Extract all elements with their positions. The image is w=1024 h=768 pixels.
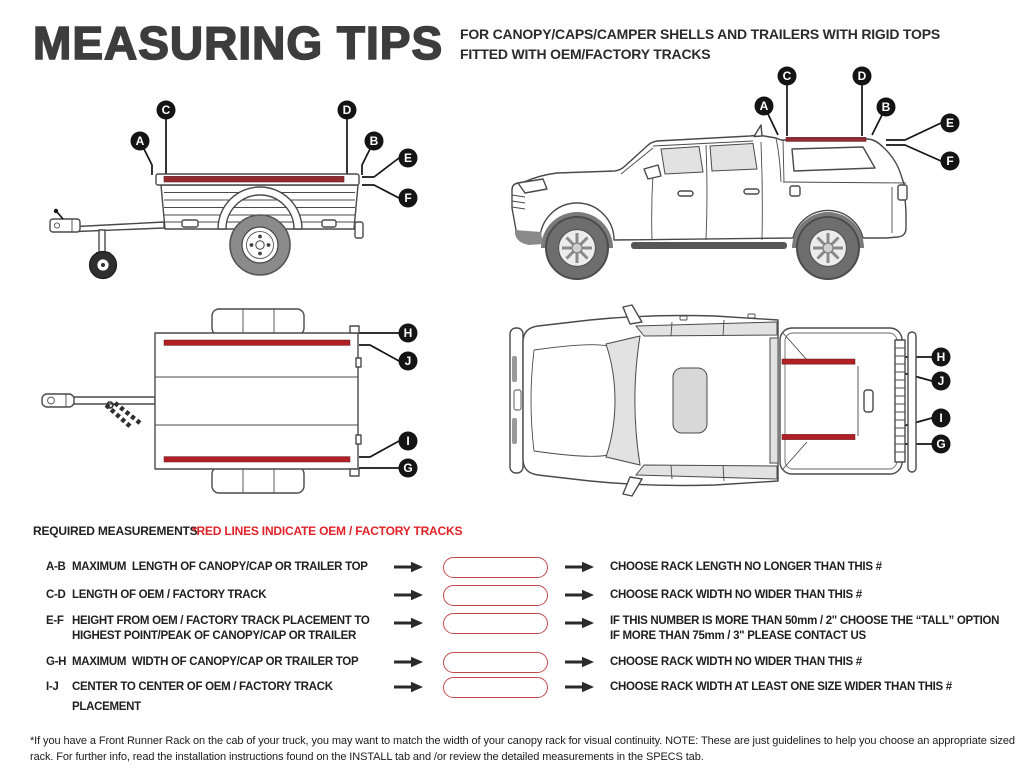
svg-text:A: A: [759, 99, 769, 114]
svg-text:B: B: [369, 134, 379, 149]
latch: [322, 220, 336, 227]
oem-track-red-line: [782, 359, 855, 364]
arrow-icon: [394, 558, 424, 576]
leader-a: [144, 149, 152, 175]
label-j: [399, 352, 418, 371]
measurement-row-ef: [0, 611, 1024, 645]
svg-text:F: F: [946, 154, 954, 169]
leader-f: [886, 145, 941, 161]
measure-code: C-D: [46, 589, 66, 601]
arrow-icon: [565, 558, 595, 576]
antenna-fin: [754, 125, 762, 137]
hitch-coupler: [42, 394, 74, 407]
brake-light: [864, 390, 873, 412]
label-d: [338, 101, 357, 120]
measure-guidance: CHOOSE RACK WIDTH NO WIDER THAN THIS #: [610, 656, 862, 668]
trailer-top-view-diagram: [20, 302, 480, 512]
rear-bumper: [908, 332, 916, 472]
oem-track-red-line: [164, 176, 344, 182]
corner-latch: [350, 326, 359, 333]
measurement-blank-oval: [443, 677, 548, 698]
svg-text:I: I: [939, 411, 943, 426]
svg-text:A: A: [135, 134, 145, 149]
arrow-icon: [565, 586, 595, 604]
hinge: [356, 358, 361, 367]
measurement-row-cd: [0, 585, 1024, 605]
svg-text:H: H: [403, 326, 413, 341]
door-handle: [744, 189, 759, 194]
measure-desc: LENGTH OF OEM / FACTORY TRACK: [72, 589, 267, 601]
svg-text:G: G: [403, 461, 413, 476]
label-c: [157, 101, 176, 120]
truck-canopy-top-view-diagram: [490, 298, 1024, 513]
measure-code: I-J: [46, 681, 59, 693]
measure-desc-line2: HIGHEST POINT/PEAK OF CANOPY/CAP OR TRAILER: [72, 629, 356, 642]
oem-track-red-line: [164, 340, 350, 345]
front-wheel: [546, 217, 608, 279]
arrow-icon: [394, 586, 424, 604]
hinge: [356, 435, 361, 444]
rear-wheel: [797, 217, 859, 279]
trailer-side-view-diagram: [22, 88, 462, 313]
label-i: [932, 409, 951, 428]
canopy-window: [792, 147, 875, 171]
label-f: [399, 189, 418, 208]
measure-guidance: IF THIS NUMBER IS MORE THAN 50mm / 2" CHOOSE THE “TALL” OPTION: [610, 615, 1000, 627]
leader-b: [872, 115, 882, 135]
page-title: MEASURING TIPS: [33, 17, 444, 69]
leader-f: [362, 185, 399, 198]
measure-guidance: CHOOSE RACK LENGTH NO LONGER THAN THIS #: [610, 561, 882, 573]
rear-door-window: [710, 144, 757, 172]
arrow-icon: [565, 678, 595, 696]
measure-guidance: CHOOSE RACK WIDTH NO WIDER THAN THIS #: [610, 589, 862, 601]
measurement-blank-oval: [443, 585, 548, 606]
label-i: [399, 432, 418, 451]
measurement-blank-oval: [443, 557, 548, 578]
label-b: [365, 132, 384, 151]
roof-light: [748, 314, 755, 318]
svg-text:D: D: [857, 69, 867, 84]
label-g: [932, 435, 951, 454]
measure-desc: MAXIMUM LENGTH OF CANOPY/CAP OR TRAILER TOP: [72, 561, 368, 573]
svg-text:G: G: [936, 437, 946, 452]
corner-latch: [350, 469, 359, 476]
subtitle-line-1: FOR CANOPY/CAPS/CAMPER SHELLS AND TRAILERS WITH RIGID TOPS: [460, 26, 940, 42]
fuel-door: [790, 186, 800, 196]
jockey-wheel-post: [99, 230, 105, 252]
trailer-box-top: [155, 333, 358, 469]
svg-text:I: I: [406, 434, 410, 449]
oem-track-red-line: [164, 457, 350, 462]
trailer-drawbar: [77, 222, 164, 232]
leader-a: [768, 114, 778, 135]
label-f: [941, 152, 960, 171]
oem-track-red-line: [786, 137, 866, 141]
red-lines-note: *RED LINES INDICATE OEM / FACTORY TRACKS: [192, 524, 463, 538]
svg-text:F: F: [404, 191, 412, 206]
measurement-row-gh: [0, 652, 1024, 672]
measure-guidance-line2: IF MORE THAN 75mm / 3" PLEASE CONTACT US: [610, 629, 866, 642]
required-measurements-label: REQUIRED MEASUREMENTS: [33, 524, 198, 538]
label-b: [877, 98, 896, 117]
leader-i: [359, 441, 399, 457]
door-handle: [678, 191, 693, 196]
required-measurements-legend: [33, 524, 463, 538]
svg-text:C: C: [782, 69, 792, 84]
svg-text:H: H: [936, 350, 946, 365]
label-h: [399, 324, 418, 343]
leader-b: [362, 149, 370, 175]
measurement-row-ij: [0, 677, 1024, 713]
measurement-blank-oval: [443, 652, 548, 673]
fender-bottom: [212, 467, 304, 493]
safety-chain: [115, 403, 140, 423]
svg-text:J: J: [404, 354, 412, 369]
svg-text:J: J: [937, 374, 945, 389]
arrow-icon: [394, 614, 424, 632]
truck-canopy-side-view-diagram: [495, 62, 1024, 307]
leader-e: [362, 158, 399, 177]
arrow-icon: [565, 614, 595, 632]
label-h: [932, 348, 951, 367]
front-door-window: [661, 147, 703, 175]
leader-j: [359, 345, 399, 361]
leader-e: [886, 123, 941, 140]
arrow-icon: [565, 653, 595, 671]
label-a: [755, 97, 774, 116]
latch: [182, 220, 198, 227]
taillight: [898, 185, 907, 200]
label-d: [853, 67, 872, 86]
footnote: *If you have a Front Runner Rack on the cab of your truck, you may want to match the width of your canopy rack for visual continuity. NOTE: These are just guidelines to help you choose an appropriate sized rack. For further info, read the installation instructions found on the INSTALL tab and /or review the detailed measurements in the SPECS tab.: [30, 735, 1015, 763]
measure-code: A-B: [46, 561, 66, 573]
label-e: [399, 149, 418, 168]
svg-text:C: C: [161, 103, 171, 118]
measure-code: E-F: [46, 615, 64, 627]
arrow-icon: [394, 678, 424, 696]
label-a: [131, 132, 150, 151]
svg-text:B: B: [881, 100, 891, 115]
svg-text:E: E: [945, 116, 955, 131]
label-g: [399, 459, 418, 478]
rear-light: [355, 222, 363, 238]
arrow-icon: [394, 653, 424, 671]
svg-text:D: D: [342, 103, 352, 118]
running-board: [631, 242, 787, 249]
measurement-blank-oval: [443, 613, 548, 634]
measurement-row-ab: [0, 557, 1024, 577]
page-subtitle: [460, 24, 940, 64]
label-j: [932, 372, 951, 391]
label-e: [941, 114, 960, 133]
oem-track-red-line: [782, 434, 855, 439]
truck-cab-body: [523, 316, 778, 486]
svg-text:E: E: [403, 151, 413, 166]
rear-window-band: [770, 338, 778, 463]
measure-desc: CENTER TO CENTER OF OEM / FACTORY TRACK PLACEMENT: [72, 681, 333, 713]
measure-code: G-H: [46, 656, 67, 668]
measure-guidance: CHOOSE RACK WIDTH AT LEAST ONE SIZE WIDER THAN THIS #: [610, 681, 952, 693]
sunroof: [673, 368, 707, 433]
subtitle-line-2: FITTED WITH OEM/FACTORY TRACKS: [460, 46, 711, 62]
measure-desc: HEIGHT FROM OEM / FACTORY TRACK PLACEMENT TO: [72, 615, 370, 627]
fender-top: [212, 309, 304, 335]
label-c: [778, 67, 797, 86]
measure-desc: MAXIMUM WIDTH OF CANOPY/CAP OR TRAILER TOP: [72, 656, 359, 668]
